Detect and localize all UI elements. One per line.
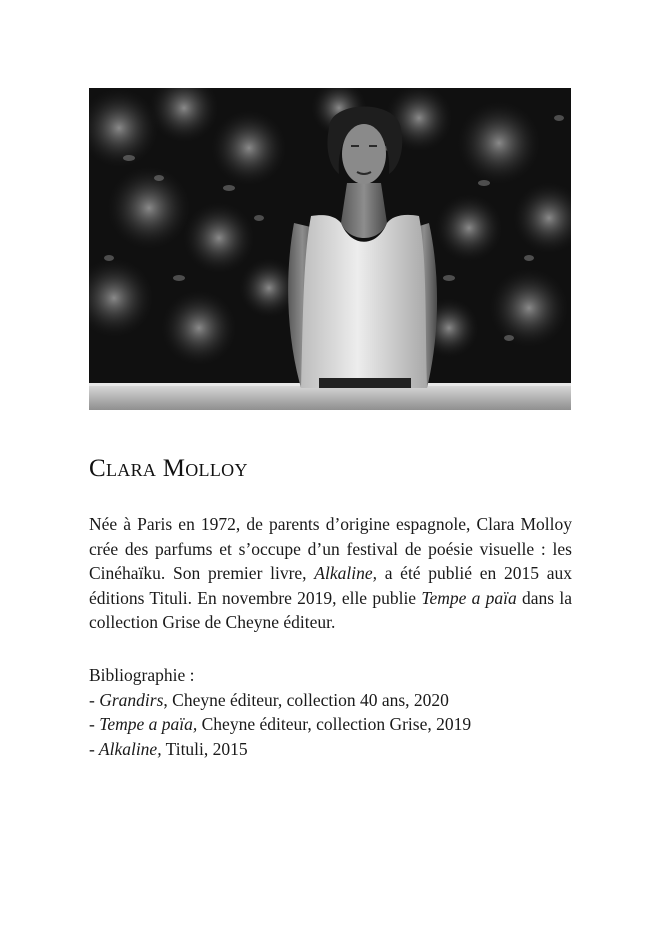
bibliography-entry bbox=[89, 737, 572, 762]
bio-text-part-1: Née à Paris en 1972, de parents d’origine espagnole, Clara Molloy crée des parfums et s’occupe d’un festival de poésie visuelle : les Cinéhaïku. Son premier livre, bbox=[89, 514, 572, 583]
entry-title: Alkaline, bbox=[98, 738, 162, 759]
author-name: Clara Molloy bbox=[89, 455, 248, 482]
entry-details: Tituli, 2015 bbox=[161, 738, 248, 759]
bibliography bbox=[89, 663, 572, 761]
bibliography-entry bbox=[89, 712, 572, 737]
bibliography-entry bbox=[89, 688, 572, 713]
entry-title: Grandirs bbox=[99, 689, 164, 710]
entry-dash: - bbox=[89, 714, 100, 734]
bio-text-part-2: a été publié en 2015 aux éditions Tituli. En novembre 2019, elle publie bbox=[89, 563, 572, 608]
bibliography-heading: Bibliographie : bbox=[89, 665, 195, 685]
entry-dash: - bbox=[89, 738, 99, 759]
entry-title: Tempe a païa, bbox=[99, 714, 198, 734]
entry-dash: - bbox=[89, 689, 100, 710]
entry-details: Cheyne éditeur, collection Grise, 2019 bbox=[197, 714, 472, 734]
entry-details: , Cheyne éditeur, collection 40 ans, 2020 bbox=[163, 689, 449, 710]
author-photo bbox=[89, 88, 571, 410]
bio-book-title-alkaline: Alkaline, bbox=[314, 563, 377, 583]
bio-text-part-3: dans la collection Grise de Cheyne éditeur. bbox=[89, 587, 572, 632]
author-biography bbox=[89, 512, 572, 635]
bio-book-title-tempe: Tempe a païa bbox=[421, 587, 517, 608]
